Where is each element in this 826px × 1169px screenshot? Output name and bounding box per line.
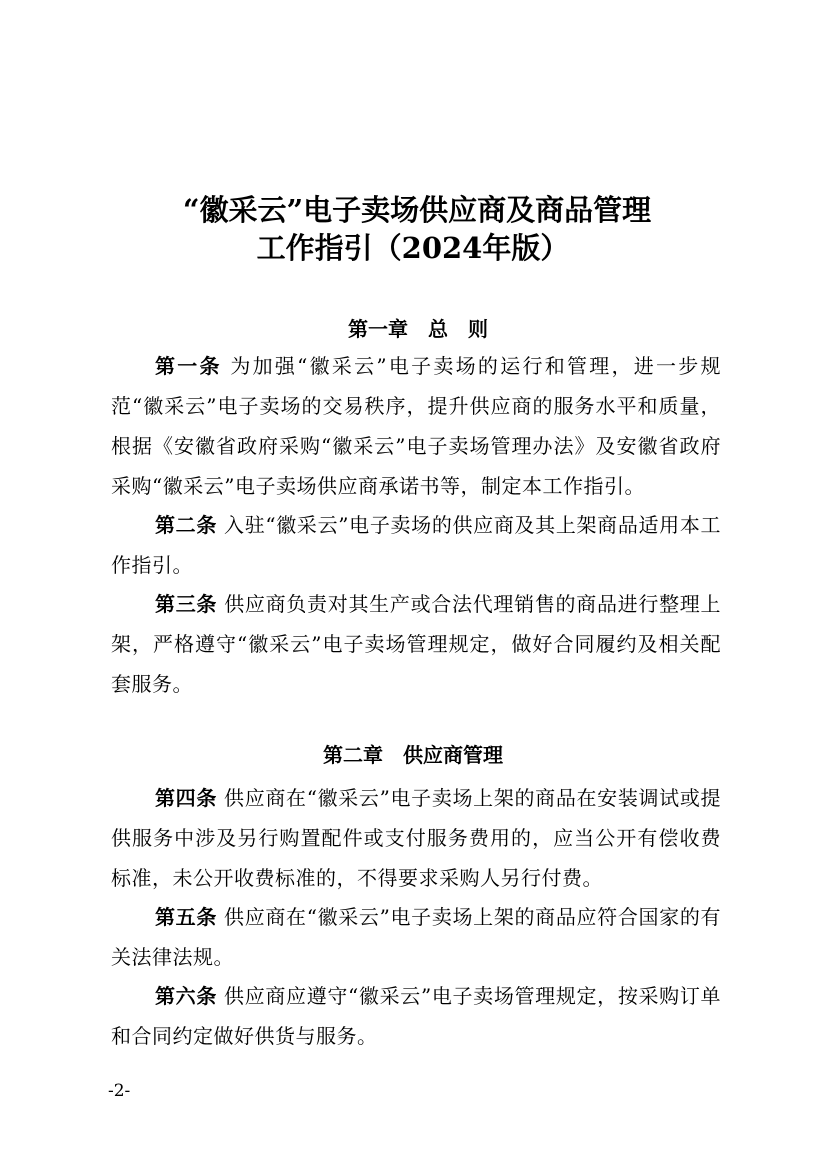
- document-title-line-1: “徽采云”电子卖场供应商及商品管理: [182, 193, 652, 227]
- article-2: [111, 505, 721, 585]
- article-text: 供应商应遵守“徽采云”电子卖场管理规定，按采购订单和合同约定做好供货与服务。: [111, 984, 722, 1048]
- article-4: [111, 778, 721, 898]
- article-5: [111, 897, 721, 977]
- article-text: 供应商负责对其生产或合法代理销售的商品进行整理上架，严格遵守“徽采云”电子卖场管理规定，做好合同履约及相关配套服务。: [111, 592, 722, 696]
- article-label: 第四条: [155, 786, 218, 810]
- chapter-heading-2: 第二章 供应商管理: [323, 743, 503, 767]
- article-label: 第一条: [155, 354, 222, 378]
- article-1: [111, 346, 721, 506]
- chapter-heading-1: 第一章 总 则: [348, 317, 488, 341]
- article-text: 入驻“徽采云”电子卖场的供应商及其上架商品适用本工作指引。: [111, 513, 722, 577]
- page-number: -2-: [108, 1081, 131, 1101]
- article-label: 第六条: [155, 984, 218, 1008]
- article-3: [111, 584, 721, 704]
- article-6: [111, 976, 721, 1056]
- article-text: 供应商在“徽采云”电子卖场上架的商品应符合国家的有关法律法规。: [111, 905, 722, 969]
- article-label: 第三条: [155, 592, 218, 616]
- article-label: 第五条: [155, 905, 218, 929]
- article-label: 第二条: [155, 513, 218, 537]
- document-title-line-2: 工作指引（2024年版）: [256, 231, 570, 265]
- article-text: 供应商在“徽采云”电子卖场上架的商品在安装调试或提供服务中涉及另行购置配件或支付服务费用的，应当公开有偿收费标准，未公开收费标准的，不得要求采购人另行付费。: [111, 786, 722, 890]
- article-text: 为加强“徽采云”电子卖场的运行和管理，进一步规范“徽采云”电子卖场的交易秩序，提升供应商的服务水平和质量，根据《安徽省政府采购“徽采云”电子卖场管理办法》及安徽省政府采购“徽采云”电子卖场供应商承诺书等，制定本工作指引。: [111, 354, 722, 498]
